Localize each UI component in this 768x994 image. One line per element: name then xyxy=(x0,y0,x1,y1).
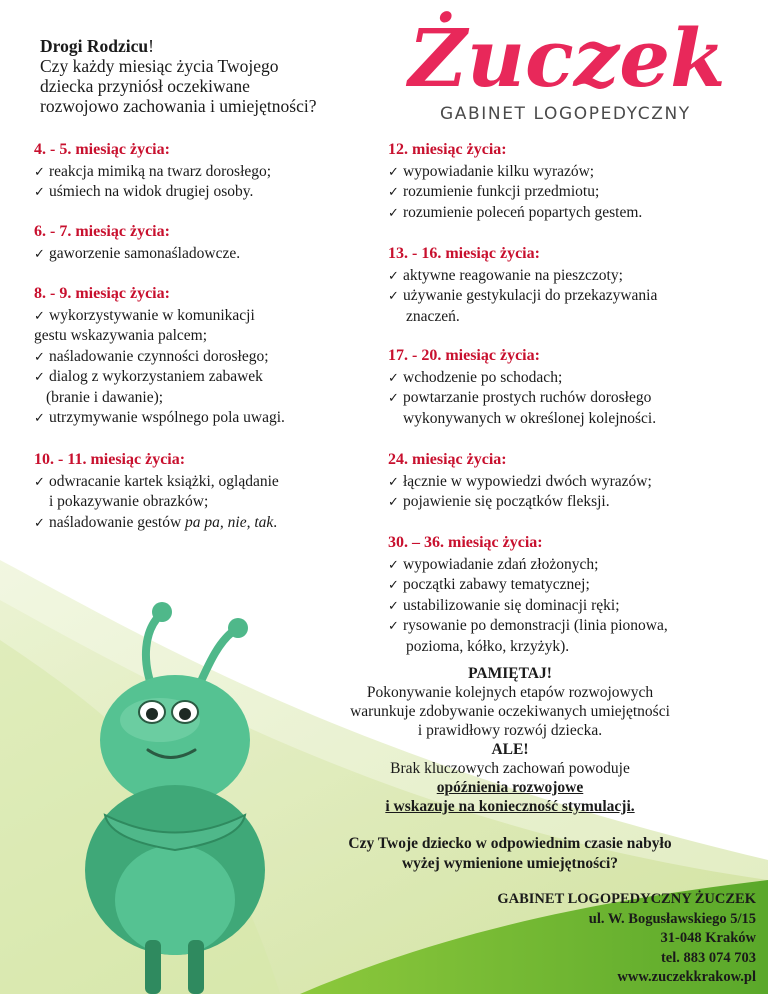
contact-phone: tel. 883 074 703 xyxy=(660,949,756,966)
logo-wordmark: Żuczek xyxy=(408,11,726,105)
list-item: ✓ początki zabawy tematycznej; xyxy=(388,575,728,596)
gestures-text: naśladowanie gestów xyxy=(49,513,182,531)
remember-but: ALE! xyxy=(491,741,529,758)
question-line-2: wyżej wymienione umiejętności? xyxy=(401,855,619,872)
list-item: ✓ wykorzystywanie w komunikacji xyxy=(34,306,354,327)
list-item: ✓ reakcja mimiką na twarz dorosłego; xyxy=(34,162,354,183)
list-item xyxy=(34,513,364,534)
remember-line-1: Pokonywanie kolejnych etapów rozwojowych xyxy=(366,684,654,701)
section-title: 10. - 11. miesiąc życia: xyxy=(34,451,186,468)
list-item: ✓ wypowiadanie zdań złożonych; xyxy=(388,555,728,576)
contact-street: ul. W. Bogusławskiego 5/15 xyxy=(588,910,756,927)
list-item: ✓ wchodzenie po schodach; xyxy=(388,368,728,389)
contact-block xyxy=(426,890,756,988)
list-item-continuation: wykonywanych w określonej kolejności. xyxy=(403,409,657,427)
greeting-mark: ! xyxy=(148,36,154,56)
list-item: ✓ rysowanie po demonstracji (linia pionowa, xyxy=(388,616,728,637)
remember-emphasis-1: opóźnienia rozwojowe xyxy=(436,779,584,796)
remember-line-4: Brak kluczowych zachowań powoduje xyxy=(390,760,630,777)
list-item-continuation: znaczeń. xyxy=(406,307,460,325)
list-item: ✓ rozumienie funkcji przedmiotu; xyxy=(388,182,728,203)
question-line-1: Czy Twoje dziecko w odpowiednim czasie nabyło xyxy=(348,835,672,852)
remember-emphasis-2: i wskazuje na konieczność stymulacji. xyxy=(385,798,635,815)
section-24-months xyxy=(388,450,728,513)
list-item-continuation: pozioma, kółko, krzyżyk). xyxy=(406,637,570,655)
section-title: 13. - 16. miesiąc życia: xyxy=(388,245,540,262)
list-item: ✓ naśladowanie czynności dorosłego; xyxy=(34,347,354,368)
section-title: 30. – 36. miesiąc życia: xyxy=(388,534,543,551)
section-title: 8. - 9. miesiąc życia: xyxy=(34,285,170,302)
contact-website: www.zuczekkrakow.pl xyxy=(617,969,756,985)
intro-line-3: rozwojowo zachowania i umiejętności? xyxy=(40,96,317,116)
section-6-7-months xyxy=(34,222,354,264)
gestures-examples: pa pa, nie, tak xyxy=(185,513,274,531)
list-item: ✓ pojawienie się początków fleksji. xyxy=(388,492,728,513)
list-item: ✓ utrzymywanie wspólnego pola uwagi. xyxy=(34,408,354,429)
remember-line-2: warunkuje zdobywanie oczekiwanych umiejętności xyxy=(350,703,670,720)
section-10-11-months xyxy=(34,450,364,533)
list-item: ✓ łącznie w wypowiedzi dwóch wyrazów; xyxy=(388,472,728,493)
beetle-mascot-illustration xyxy=(60,600,290,994)
intro-question xyxy=(40,36,390,116)
greeting: Drogi Rodzicu xyxy=(40,36,149,56)
list-item: ✓ powtarzanie prostych ruchów dorosłego xyxy=(388,388,728,409)
gestures-end: . xyxy=(273,513,278,531)
section-title: 12. miesiąc życia: xyxy=(388,141,507,158)
zuczek-logo xyxy=(395,6,740,106)
list-item: ✓ dialog z wykorzystaniem zabawek xyxy=(34,367,354,388)
section-30-36-months xyxy=(388,533,728,657)
remember-line-3: i prawidłowy rozwój dziecka. xyxy=(417,722,603,739)
section-title: 4. - 5. miesiąc życia: xyxy=(34,141,170,158)
remember-heading: PAMIĘTAJ! xyxy=(468,665,552,682)
contact-name: GABINET LOGOPEDYCZNY ŻUCZEK xyxy=(497,891,756,907)
list-item-continuation: i pokazywanie obrazków; xyxy=(49,493,209,510)
section-title: 17. - 20. miesiąc życia: xyxy=(388,347,540,364)
section-8-9-months xyxy=(34,284,354,429)
list-item: ✓ rozumienie poleceń popartych gestem. xyxy=(388,203,728,224)
section-4-5-months xyxy=(34,140,354,203)
list-item: ✓ odwracanie kartek książki, oglądanie xyxy=(34,472,364,493)
closing-question xyxy=(300,834,720,874)
list-item: ✓ uśmiech na widok drugiej osoby. xyxy=(34,182,354,203)
logo-subtitle: GABINET LOGOPEDYCZNY xyxy=(440,104,691,124)
list-item: ✓ aktywne reagowanie na pieszczoty; xyxy=(388,266,728,287)
list-item: ✓ wypowiadanie kilku wyrazów; xyxy=(388,162,728,183)
section-17-20-months xyxy=(388,346,728,429)
list-item: ✓ używanie gestykulacji do przekazywania xyxy=(388,286,728,307)
list-item: ✓ gaworzenie samonaśladowcze. xyxy=(34,244,354,265)
section-13-16-months xyxy=(388,244,728,327)
section-12-months xyxy=(388,140,728,223)
list-item: ✓ ustabilizowanie się dominacji ręki; xyxy=(388,596,728,617)
intro-line-2: dziecka przyniósł oczekiwane xyxy=(40,76,250,96)
remember-block xyxy=(300,664,720,816)
section-title: 24. miesiąc życia: xyxy=(388,451,507,468)
list-item-continuation: (branie i dawanie); xyxy=(46,388,164,406)
intro-line-1: Czy każdy miesiąc życia Twojego xyxy=(40,56,279,76)
list-item-continuation: gestu wskazywania palcem; xyxy=(34,327,208,344)
contact-city: 31-048 Kraków xyxy=(660,930,756,946)
section-title: 6. - 7. miesiąc życia: xyxy=(34,223,170,240)
